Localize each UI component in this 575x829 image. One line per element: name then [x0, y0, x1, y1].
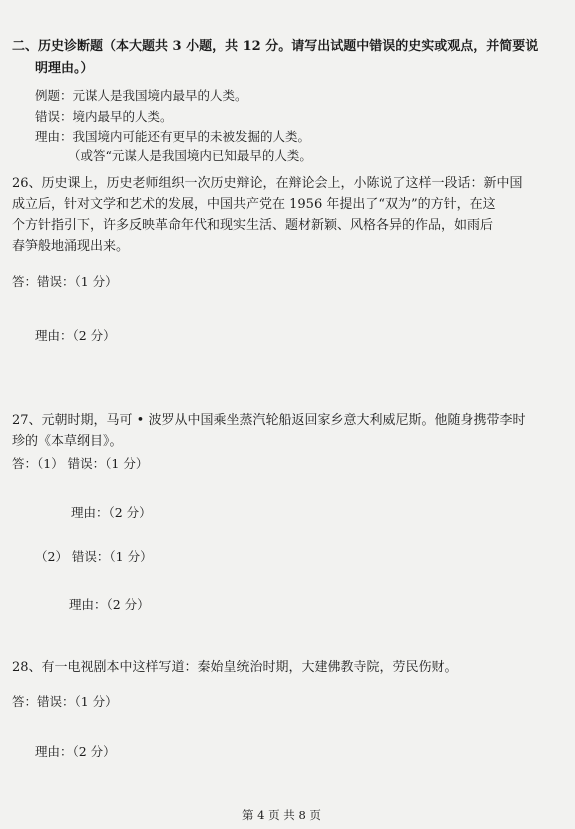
- q26-answer-reason: 理由：（2 分）: [35, 328, 116, 343]
- q27-line2: 珍的《本草纲目》。: [12, 434, 123, 449]
- example-error: 错误：境内最早的人类。: [35, 109, 173, 124]
- q28-answer-reason: 理由：（2 分）: [35, 744, 116, 759]
- q27-line1: 27、元朝时期，马可 • 波罗从中国乘坐蒸汽轮船返回家乡意大利威尼斯。他随身携带李时: [12, 413, 526, 428]
- q28-answer-error: 答：错误：（1 分）: [12, 694, 118, 709]
- q26-line2: 成立后，针对文学和艺术的发展，中国共产党在 1956 年提出了“双为”的方针，在这: [12, 197, 496, 212]
- q27-answer1-reason: 理由：（2 分）: [71, 505, 152, 520]
- example-reason: 理由：我国境内可能还有更早的未被发掘的人类。: [35, 129, 311, 144]
- q27-answer2-error: （2） 错误：（1 分）: [35, 549, 153, 564]
- q28-line1: 28、有一电视剧本中这样写道：秦始皇统治时期，大建佛教寺院，劳民伤财。: [12, 660, 458, 675]
- q26-line3: 个方针指引下，许多反映革命年代和现实生活、题材新颖、风格各异的作品，如雨后: [12, 218, 494, 233]
- q26-line4: 春笋般地涌现出来。: [12, 239, 130, 254]
- q27-answer1-error: 答：（1） 错误：（1 分）: [12, 456, 149, 471]
- q26-answer-error: 答：错误：（1 分）: [12, 274, 118, 289]
- section-heading-line2: 明理由。）: [35, 61, 94, 76]
- section-heading-line1: 二、历史诊断题（本大题共 3 小题，共 12 分。请写出试题中错误的史实或观点，并简要说: [12, 39, 539, 54]
- q26-line1: 26、历史课上，历史老师组织一次历史辩论，在辩论会上，小陈说了这样一段话：新中国: [12, 176, 523, 191]
- example-question: 例题：元谋人是我国境内最早的人类。: [35, 88, 248, 103]
- q27-answer2-reason: 理由：（2 分）: [69, 597, 150, 612]
- example-alt-answer: （或答“元谋人是我国境内已知最早的人类。: [68, 148, 312, 163]
- page-footer: 第 4 页 共 8 页: [242, 808, 321, 822]
